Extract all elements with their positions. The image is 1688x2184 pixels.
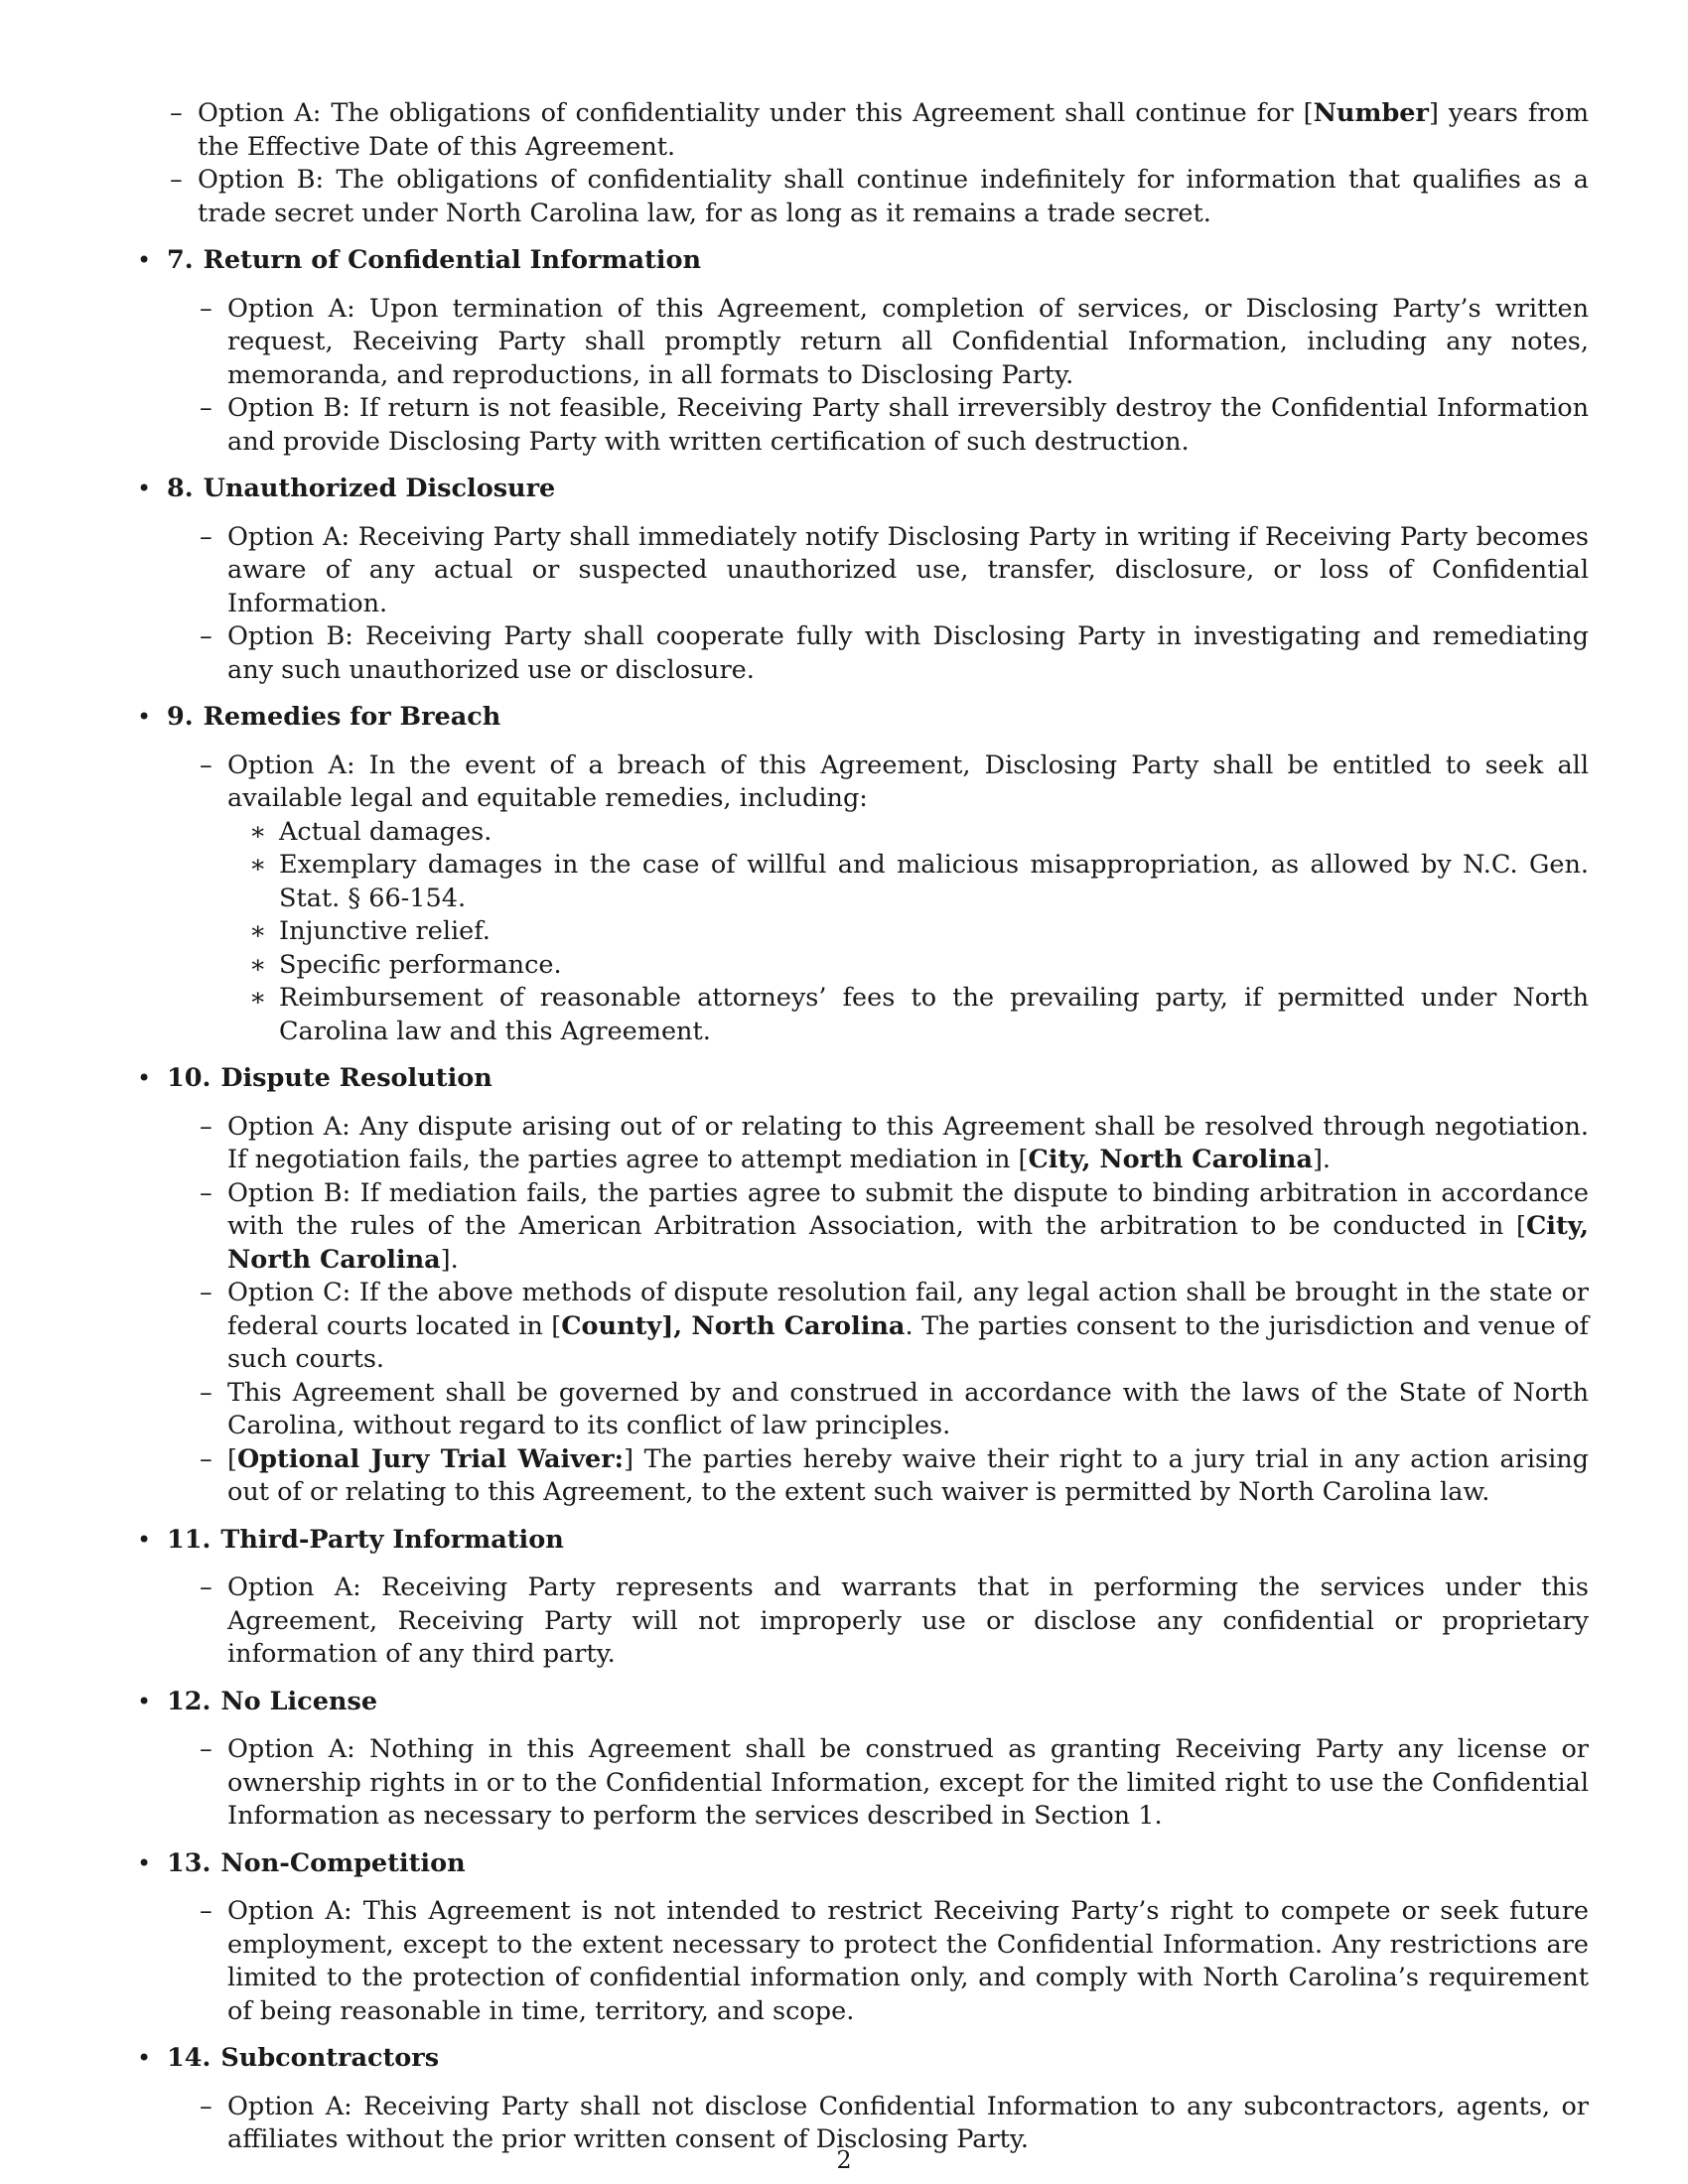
option-text — [227, 751, 1589, 814]
section-7 — [137, 244, 1589, 459]
option-item — [167, 1895, 1589, 2028]
text-run: Option A: Receiving Party shall immediately notify Disclosing Party in writing if Receiving Party becomes aware of any actual or suspected unauthorized use, transfer, disclosure, or loss of Confidential Information. — [227, 521, 1589, 618]
sub-item — [227, 949, 1589, 983]
section-number: 11. — [167, 1524, 211, 1555]
text-run: ] years from the Effective Date of this Agreement. — [198, 98, 1589, 162]
sub-item-text: Specific performance. — [279, 949, 562, 980]
section-14 — [137, 2042, 1589, 2157]
option-text — [227, 1734, 1589, 1831]
text-run: . The parties consent to the jurisdiction and venue of such courts. — [227, 1310, 1589, 1374]
asterisk-marker: ∗ — [249, 916, 267, 946]
option-list — [167, 750, 1589, 1049]
text-run: [ — [227, 1443, 237, 1474]
asterisk-marker: ∗ — [249, 816, 267, 847]
asterisk-marker: ∗ — [249, 983, 267, 1013]
option-list — [167, 521, 1589, 688]
section-9 — [137, 701, 1589, 1048]
sub-item — [227, 849, 1589, 915]
option-text — [227, 1572, 1589, 1669]
section-list — [137, 244, 1589, 2157]
bold-text: City, North Carolina — [227, 1211, 1589, 1275]
text-run: Option A: Receiving Party represents and warrants that in performing the services under this Agreement, Receiving Party will not improperly use or disclose any confidential or proprietary information of any third party. — [227, 1572, 1589, 1669]
section-title: Remedies for Breach — [203, 702, 501, 732]
text-run: ] The parties hereby waive their right to a jury trial in any action arising out of or relating to this Agreement, to the extent such waiver is permitted by North Carolina law. — [227, 1443, 1590, 1507]
bullet-marker: • — [137, 246, 152, 274]
option-text — [198, 98, 1589, 162]
option-text — [227, 1378, 1589, 1441]
option-item — [167, 750, 1589, 1049]
option-item — [167, 1277, 1589, 1377]
bold-text: City, North Carolina — [1028, 1145, 1313, 1174]
page-number: 2 — [836, 2146, 852, 2174]
option-item — [167, 521, 1589, 621]
dash-marker: – — [170, 165, 183, 195]
dash-marker: – — [200, 1443, 212, 1474]
section-title: Dispute Resolution — [220, 1063, 492, 1093]
section-title: Return of Confidential Information — [203, 245, 701, 275]
bullet-marker: • — [137, 475, 152, 502]
dash-marker: – — [170, 98, 183, 128]
section-number: 9. — [167, 702, 194, 732]
section-title: Subcontractors — [220, 2043, 440, 2073]
option-text — [227, 1178, 1589, 1275]
document-body — [137, 97, 1589, 2157]
bullet-marker: • — [137, 1687, 152, 1715]
dash-marker: – — [200, 750, 212, 780]
section-11 — [137, 1524, 1589, 1672]
section-title: Third-Party Information — [220, 1524, 564, 1555]
option-list — [167, 1111, 1589, 1510]
section-heading — [167, 244, 1589, 278]
sub-item-list — [227, 816, 1589, 1049]
option-item — [167, 293, 1589, 393]
dash-marker: – — [200, 293, 212, 324]
dash-marker: – — [200, 521, 212, 552]
asterisk-marker: ∗ — [249, 850, 267, 880]
option-item — [167, 1177, 1589, 1278]
section-heading — [167, 1847, 1589, 1881]
section-10 — [137, 1062, 1589, 1510]
section-number: 13. — [167, 1847, 211, 1878]
section-heading — [167, 1524, 1589, 1558]
option-text — [227, 294, 1589, 390]
text-run: Option A: Receiving Party shall not disclose Confidential Information to any subcontractors, agents, or affiliates without the prior written consent of Disclosing Party. — [227, 2091, 1589, 2154]
section-title: Non-Competition — [220, 1847, 466, 1878]
option-text — [198, 165, 1589, 228]
intro-option-list — [137, 97, 1589, 230]
section-heading — [167, 701, 1589, 735]
option-text — [227, 522, 1589, 618]
dash-marker: – — [200, 621, 212, 651]
option-item — [167, 1733, 1589, 1834]
sub-item-text: Actual damages. — [279, 816, 492, 847]
dash-marker: – — [200, 1278, 212, 1307]
text-run: This Agreement shall be governed by and construed in accordance with the laws of the State of North Carolina, without regard to its conflict of law principles. — [227, 1377, 1589, 1440]
section-number: 12. — [167, 1686, 211, 1716]
section-13 — [137, 1847, 1589, 2029]
dash-marker: – — [200, 2091, 212, 2121]
bullet-marker: • — [137, 1064, 152, 1092]
bullet-marker: • — [137, 2044, 152, 2072]
option-item — [137, 164, 1589, 230]
bullet-marker: • — [137, 1848, 152, 1877]
sub-item-text: Injunctive relief. — [279, 916, 491, 946]
option-text — [227, 2092, 1589, 2155]
option-list — [167, 1895, 1589, 2028]
option-text — [227, 1896, 1589, 2026]
sub-item — [227, 982, 1589, 1048]
option-text — [227, 393, 1589, 457]
section-heading — [167, 473, 1589, 506]
section-12 — [137, 1686, 1589, 1834]
text-run: Option B: If return is not feasible, Receiving Party shall irreversibly destroy the Confidential Information and provide Disclosing Party with written certification of such destruction. — [227, 393, 1589, 457]
bullet-marker: • — [137, 1525, 152, 1554]
dash-marker: – — [200, 393, 212, 423]
dash-marker: – — [200, 1572, 212, 1602]
section-number: 7. — [167, 245, 194, 275]
option-item — [167, 1571, 1589, 1672]
option-list — [167, 1571, 1589, 1672]
bullet-marker: • — [137, 703, 152, 731]
option-text — [227, 1112, 1589, 1175]
section-title: No License — [220, 1686, 378, 1716]
section-heading — [167, 2042, 1589, 2076]
text-run: Option A: Upon termination of this Agreement, completion of services, or Disclosing Party’s written request, Receiving Party shall promptly return all Confidential Information, including any notes, memoranda, and reproductions, in all formats to Disclosing Party. — [227, 293, 1589, 390]
sub-item — [227, 816, 1589, 850]
option-list — [167, 1733, 1589, 1834]
text-run: ]. — [440, 1244, 459, 1275]
sub-item-text: Exemplary damages in the case of willful and malicious misappropriation, as allowed by N.C. Gen. Stat. § 66-154. — [279, 850, 1589, 913]
bold-text: Number — [1313, 98, 1429, 128]
option-item — [167, 1111, 1589, 1177]
option-text — [227, 1444, 1589, 1508]
option-item — [137, 97, 1589, 164]
bold-text: Optional Jury Trial Waiver: — [236, 1443, 625, 1474]
dash-marker: – — [200, 1377, 212, 1408]
option-text — [227, 621, 1589, 685]
sub-item-text: Reimbursement of reasonable attorneys’ fees to the prevailing party, if permitted under North Carolina law and this Agreement. — [279, 983, 1589, 1046]
sub-item — [227, 915, 1589, 949]
option-item — [167, 1443, 1589, 1510]
section-8 — [137, 473, 1589, 687]
section-heading — [167, 1062, 1589, 1096]
option-item — [167, 1377, 1589, 1443]
text-run: Option C: If the above methods of dispute resolution fail, any legal action shall be brought in the state or federal courts located in [ — [227, 1278, 1589, 1341]
dash-marker: – — [200, 1734, 212, 1764]
section-title: Unauthorized Disclosure — [203, 474, 556, 503]
option-text — [227, 1278, 1589, 1374]
asterisk-marker: ∗ — [249, 949, 267, 980]
section-number: 10. — [167, 1063, 211, 1093]
option-item — [167, 620, 1589, 687]
option-list — [167, 293, 1589, 460]
dash-marker: – — [200, 1896, 212, 1926]
text-run: Option B: The obligations of confidentiality shall continue indefinitely for information that qualifies as a trade secret under North Carolina law, for as long as it remains a trade secret. — [198, 165, 1589, 228]
section-number: 14. — [167, 2043, 211, 2073]
section-number: 8. — [167, 474, 194, 503]
text-run: ]. — [1312, 1145, 1332, 1174]
text-run: Option B: If mediation fails, the parties agree to submit the dispute to binding arbitration in accordance with the rules of the American Arbitration Association, with the arbitration to be conducted in [ — [227, 1177, 1589, 1241]
text-run: Option B: Receiving Party shall cooperate fully with Disclosing Party in investigating and remediating any such unauthorized use or disclosure. — [227, 621, 1589, 685]
text-run: Option A: Any dispute arising out of or relating to this Agreement shall be resolved through negotiation. If negotiation fails, the parties agree to attempt mediation in [ — [227, 1111, 1589, 1174]
dash-marker: – — [200, 1111, 212, 1142]
text-run: Option A: The obligations of confidentiality under this Agreement shall continue for [ — [198, 98, 1314, 128]
bold-text: County], North Carolina — [561, 1310, 906, 1341]
dash-marker: – — [200, 1177, 212, 1208]
text-run: Option A: Nothing in this Agreement shall be construed as granting Receiving Party any license or ownership rights in or to the Confidential Information, except for the limited right to use the Confidential Information as necessary to perform the services described in Section 1. — [227, 1734, 1589, 1831]
text-run: Option A: This Agreement is not intended to restrict Receiving Party’s right to compete or seek future employment, except to the extent necessary to protect the Confidential Information. Any restrictions are limited to the protection of confidential information only, and comply with North Carolina’s requirement of being reasonable in time, territory, and scope. — [227, 1896, 1589, 2026]
section-heading — [167, 1686, 1589, 1719]
option-item — [167, 392, 1589, 459]
text-run: Option A: In the event of a breach of this Agreement, Disclosing Party shall be entitled to seek all available legal and equitable remedies, including: — [227, 750, 1589, 813]
